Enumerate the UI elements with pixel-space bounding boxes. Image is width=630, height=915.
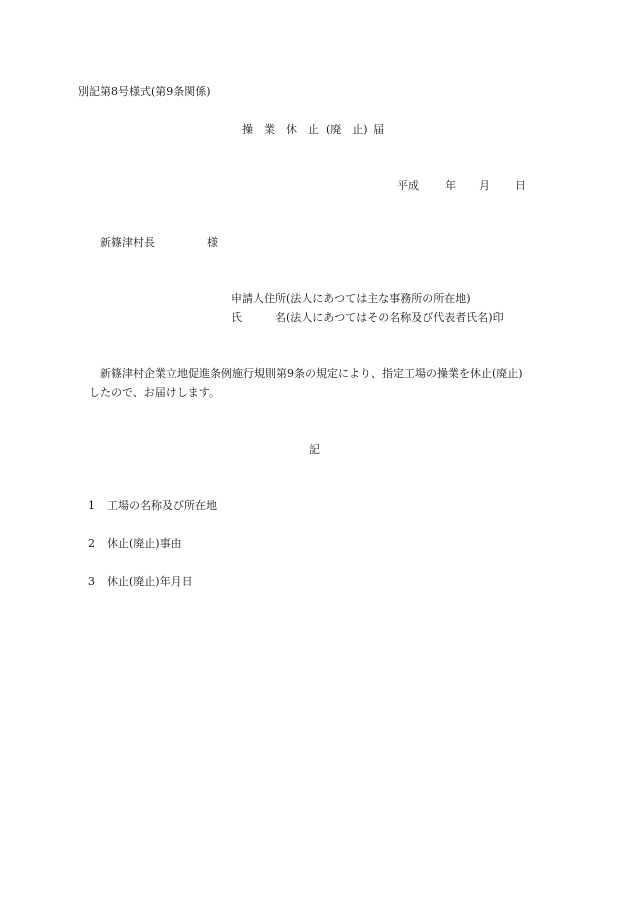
body-line-1: 新篠津村企業立地促進条例施行規則第9条の規定により、指定工場の操業を休止(廃止)	[100, 367, 523, 380]
date-day: 日	[515, 179, 526, 192]
item-number: 2	[88, 537, 95, 550]
addressee-honorific: 様	[207, 236, 218, 249]
title-suffix: 届	[373, 123, 384, 136]
item-text: 休止(廃止)事由	[107, 537, 182, 550]
item-number: 1	[88, 499, 95, 512]
form-label: 別記第8号様式(第9条関係)	[78, 85, 211, 98]
date-year: 年	[445, 179, 456, 192]
applicant-address-note: (法人にあつては主な事務所の所在地)	[286, 292, 471, 305]
item-text: 工場の名称及び所在地	[107, 499, 217, 512]
date-month: 月	[479, 179, 490, 192]
applicant-name-label-2: 名	[275, 311, 286, 324]
item-text: 休止(廃止)年月日	[107, 575, 193, 588]
date-era: 平成	[397, 179, 419, 192]
title-paren: (廃 止)	[326, 123, 368, 136]
ki-heading: 記	[309, 443, 320, 456]
addressee-name: 新篠津村長	[100, 236, 155, 249]
title-main: 操 業 休 止	[242, 123, 319, 136]
item-number: 3	[88, 575, 95, 588]
applicant-name-label-1: 氏	[231, 311, 242, 324]
applicant-name-note: (法人にあつてはその名称及び代表者氏名)印	[286, 311, 504, 324]
applicant-address-label: 申請人住所	[231, 292, 286, 305]
body-line-2: したので、お届けします。	[89, 386, 220, 399]
